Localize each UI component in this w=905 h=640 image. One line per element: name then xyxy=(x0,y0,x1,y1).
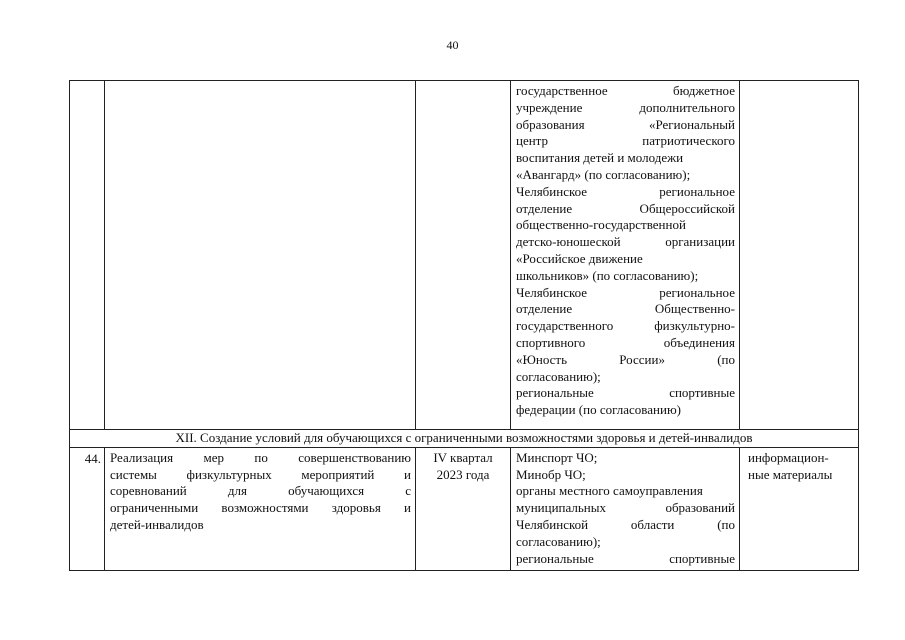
section-heading-row xyxy=(70,430,859,448)
responsible-line: органы местного самоуправления xyxy=(516,483,703,499)
responsible-line: Челябинское региональное xyxy=(516,284,735,300)
responsible-line: согласованию); xyxy=(516,368,601,384)
result-line: информацион- xyxy=(748,449,829,465)
event-line: Реализация мер по совершенствованию xyxy=(110,449,411,465)
responsible-line: государственного физкультурно- xyxy=(516,318,735,334)
result-cell xyxy=(740,447,859,570)
continuation-result-cell xyxy=(740,81,859,430)
plan-table xyxy=(69,80,859,571)
responsible-line: спортивного объединения xyxy=(516,334,735,350)
event-line: системы физкультурных мероприятий и xyxy=(110,466,411,482)
responsible-line: муниципальных образований xyxy=(516,500,735,516)
event-line: ограниченными возможностями здоровья и xyxy=(110,500,411,516)
event-cell xyxy=(105,447,416,570)
responsible-line: «Юность России» (по xyxy=(516,351,735,367)
responsible-line: региональные спортивные xyxy=(516,550,735,566)
continuation-num-cell xyxy=(70,81,105,430)
responsible-line: согласованию); xyxy=(516,533,601,549)
table-row-44 xyxy=(70,447,859,570)
responsible-line: государственное бюджетное xyxy=(516,83,735,98)
responsible-line: воспитания детей и молодежи xyxy=(516,150,684,166)
responsible-line: федерации (по согласованию) xyxy=(516,402,681,418)
continuation-row xyxy=(70,81,859,430)
continuation-responsible-cell xyxy=(511,81,740,430)
responsible-line: «Российское движение xyxy=(516,250,643,266)
row-number-cell xyxy=(70,447,105,570)
responsible-line: общественно-государственной xyxy=(516,217,686,233)
responsible-line: отделение Общероссийской xyxy=(516,200,735,216)
responsible-line: школьников» (по согласованию); xyxy=(516,267,699,283)
term-line: IV квартал xyxy=(433,449,493,465)
responsible-line: образования «Региональный xyxy=(516,116,735,132)
responsible-line: центр патриотического xyxy=(516,133,735,149)
continuation-event-cell xyxy=(105,81,416,430)
responsible-line: детско-юношеской организации xyxy=(516,234,735,250)
term-line: 2023 года xyxy=(436,466,490,482)
continuation-term-cell xyxy=(416,81,511,430)
responsible-line: Минспорт ЧО; xyxy=(516,449,598,465)
event-line: соревнований для обучающихся с xyxy=(110,483,411,499)
responsible-line: Челябинской области (по xyxy=(516,516,735,532)
section-heading: XII. Создание условий для обучающихся с ограниченными возможностями здоровья и детей-инвалидов xyxy=(70,430,859,448)
responsible-line: отделение Общественно- xyxy=(516,301,735,317)
page-number: 40 xyxy=(446,38,459,52)
responsible-line: региональные спортивные xyxy=(516,385,735,401)
responsible-line: Челябинское региональное xyxy=(516,183,735,199)
responsible-line: Минобр ЧО; xyxy=(516,466,586,482)
term-cell xyxy=(416,447,511,570)
result-line: ные материалы xyxy=(748,466,833,482)
responsible-cell xyxy=(511,447,740,570)
responsible-line: «Авангард» (по согласованию); xyxy=(516,166,691,182)
row-number: 44. xyxy=(84,450,101,466)
event-line: детей-инвалидов xyxy=(110,516,204,532)
responsible-line: учреждение дополнительного xyxy=(516,99,735,115)
